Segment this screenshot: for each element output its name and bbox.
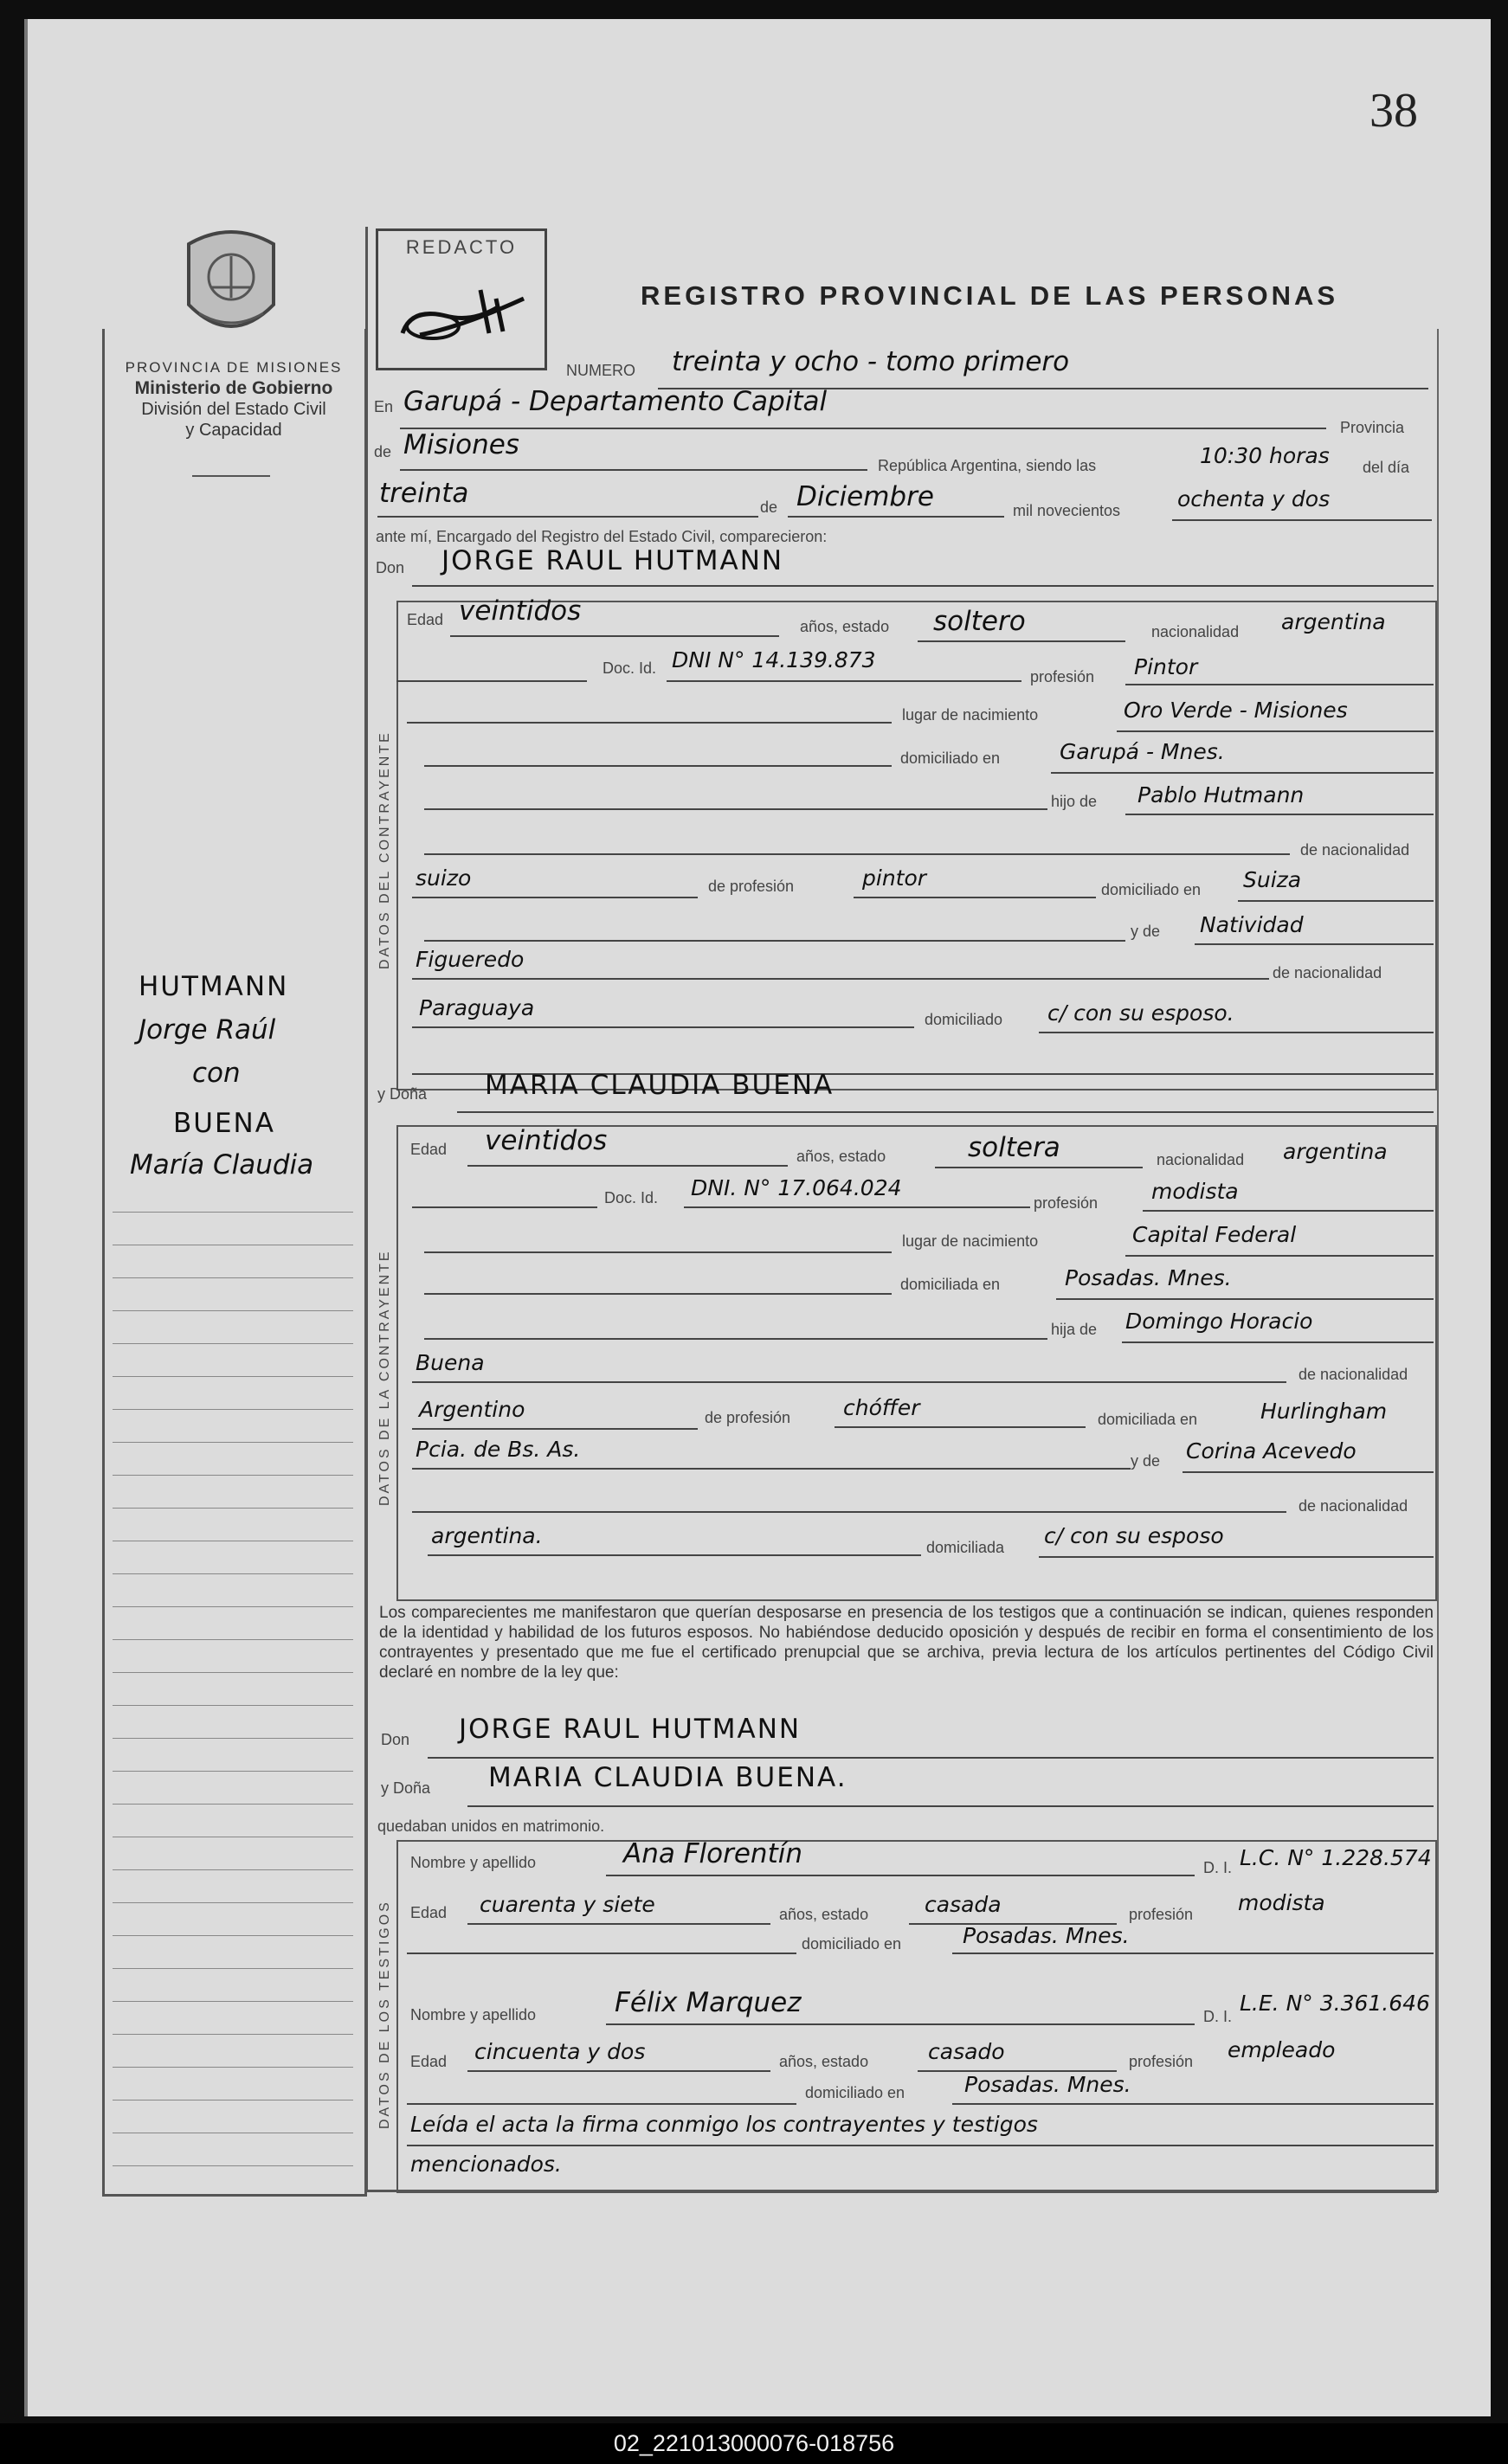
label-y-dona2: y Doña (381, 1779, 431, 1797)
t1-label-edad: Edad (410, 1904, 448, 1921)
t2-label-edad: Edad (410, 2053, 448, 2070)
rule-c2-doc (684, 1206, 1030, 1208)
rule-c2-padre (1122, 1341, 1434, 1343)
c1-domicilio: Garupá - Mnes. (1060, 739, 1225, 764)
rule-de (400, 469, 867, 471)
rule-t2-dom (952, 2103, 1434, 2105)
margin-ruled-line (113, 1376, 353, 1377)
rule-don2 (428, 1757, 1434, 1759)
margin-ruled-line (113, 1606, 353, 1607)
rule-c2-dom (1056, 1298, 1434, 1300)
t1-estado: casada (925, 1892, 1002, 1917)
entry-dona2: MARIA CLAUDIA BUENA. (488, 1762, 847, 1793)
c1-label-domicilio: domiciliado en (900, 749, 1001, 767)
rule-c2-blank4 (412, 1511, 1286, 1513)
c2-label-padre-dom: domiciliada en (1098, 1411, 1198, 1428)
margin-ruled-line (113, 2034, 353, 2035)
margin-ruled-line (113, 1277, 353, 1278)
closing-line2: mencionados. (410, 2152, 562, 2177)
t1-domicilio: Posadas. Mnes. (963, 1923, 1130, 1948)
stamp-label: REDACTO (405, 236, 518, 258)
c2-lugar: Capital Federal (1132, 1222, 1297, 1247)
c1-label-edad: Edad (407, 611, 444, 628)
rule-c1-padre-dom (1238, 900, 1434, 902)
margin-ruled-line (113, 1442, 353, 1443)
provincial-seal-icon (180, 227, 282, 344)
rule-mes (788, 516, 1004, 518)
c1-madre-apellido: Figueredo (416, 947, 525, 972)
c2-estado: soltera (968, 1132, 1060, 1163)
c2-edad: veintidos (485, 1125, 608, 1156)
margin-ruled-line (113, 2001, 353, 2002)
c1-edad: veintidos (459, 595, 582, 627)
rule-t2-edad (467, 2070, 770, 2072)
margin-ruled-line (113, 1508, 353, 1509)
rule-don (412, 585, 1434, 587)
t2-label-estado: años, estado (779, 2053, 869, 2070)
c2-label-nacionalidad: nacionalidad (1157, 1151, 1245, 1168)
margin-ruled-line (113, 1475, 353, 1476)
margin-ruled-line (113, 1639, 353, 1640)
agency-capacity: y Capacidad (185, 421, 282, 440)
rule-c1-padre (1125, 814, 1434, 815)
declaration-paragraph: Los comparecientes me manifestaron que querían desposarse en presencia de los testigos que a continuación se indican, quienes responden de la identidad y habilidad de los futuros esposos. No habiéndose deducido oposición y después de recibir en forma el consentimiento de los contrayentes y presentado que me fue el certificado prenupcial que se archiva, previa lectura de los artículos pertinentes del Código Civil declaré en nombre de la ley que: (379, 1604, 1434, 1682)
rule-c1-edad (450, 635, 779, 637)
rule-c1-madre2 (412, 978, 1269, 980)
c2-madre-domicilio: c/ con su esposo (1044, 1523, 1224, 1548)
rule-c2-madre-dom (1039, 1556, 1434, 1558)
c2-label-lugar: lugar de nacimiento (902, 1232, 1039, 1250)
rule-c1-madre-nac (412, 1026, 914, 1028)
c1-label-estado: años, estado (800, 618, 890, 635)
label-en: En (374, 398, 394, 415)
label-y-dona: y Doña (377, 1085, 428, 1103)
label-mil-novecientos: mil novecientos (1013, 502, 1121, 519)
c2-label-madre-dom: domiciliada (926, 1539, 1005, 1556)
closing-line1: Leída el acta la firma conmigo los contrayentes y testigos (410, 2112, 1038, 2137)
entry-mes: Diciembre (796, 481, 934, 512)
label-de2: de (760, 499, 778, 516)
label-quedaban: quedaban unidos en matrimonio. (377, 1817, 605, 1835)
rule-en (400, 428, 1326, 429)
t2-domicilio: Posadas. Mnes. (964, 2072, 1131, 2097)
margin-ruled-line (113, 1409, 353, 1410)
rule-c1-estado (918, 640, 1125, 642)
t1-doc: L.C. N° 1.228.574 (1240, 1845, 1432, 1870)
rule-c1-madre-dom (1039, 1032, 1434, 1033)
t2-doc: L.E. N° 3.361.646 (1240, 1991, 1430, 2016)
label-provincia: Provincia (1340, 419, 1405, 436)
c1-doc: DNI N° 14.139.873 (672, 647, 876, 672)
margin-ruled-line (113, 2100, 353, 2101)
label-republica: República Argentina, siendo las (878, 457, 1097, 474)
rule-c1-padre-nac (412, 897, 698, 898)
entry-localidad: Garupá - Departamento Capital (403, 386, 828, 417)
label-de: de (374, 443, 392, 460)
t2-label-domicilio: domiciliado en (805, 2084, 905, 2101)
c1-nacionalidad: argentina (1281, 609, 1386, 634)
rule-c1-prof (1125, 684, 1434, 685)
side-label-contrayenta: DATOS DE LA CONTRAYENTE (377, 1249, 392, 1506)
c2-profesion: modista (1151, 1179, 1239, 1204)
c1-label-nacionalidad: nacionalidad (1151, 623, 1240, 640)
c1-label-padre-dom: domiciliado en (1101, 881, 1202, 898)
c2-nacionalidad: argentina (1283, 1139, 1388, 1164)
t2-label-doc: D. I. (1203, 2008, 1233, 2025)
c2-madre: Corina Acevedo (1186, 1438, 1357, 1464)
c2-padre-profesion: chóffer (843, 1395, 920, 1420)
c2-padre-nacionalidad: Argentino (419, 1397, 525, 1422)
t1-label-domicilio: domiciliado en (802, 1935, 902, 1953)
t2-estado: casado (928, 2039, 1005, 2064)
rule-c1-madre (1195, 943, 1434, 945)
margin-ruled-line (113, 2165, 353, 2166)
side-label-contrayente: DATOS DEL CONTRAYENTE (377, 730, 392, 969)
c2-label-hija: hija de (1051, 1321, 1098, 1338)
rule-t2-nombre (606, 2023, 1195, 2025)
rule-c1-blank1 (407, 722, 892, 724)
c2-padre-apellido: Buena (416, 1350, 485, 1375)
agency-province: PROVINCIA DE MISIONES (125, 359, 343, 376)
label-ante-mi: ante mí, Encargado del Registro del Estado Civil, comparecieron: (376, 528, 828, 545)
margin-ruled-line (113, 1343, 353, 1344)
c2-padre: Domingo Horacio (1125, 1309, 1313, 1334)
signature-icon (394, 273, 532, 359)
rule-c2-estado (935, 1167, 1143, 1168)
margin-ruled-line (113, 1902, 353, 1903)
margin-ruled-line (113, 1869, 353, 1870)
document-title: REGISTRO PROVINCIAL DE LAS PERSONAS (641, 280, 1339, 311)
side-label-testigos: DATOS DE LOS TESTIGOS (377, 1900, 392, 2129)
label-don2: Don (381, 1731, 410, 1748)
c1-label-profesion: profesión (1030, 668, 1095, 685)
margin-note-con: con (192, 1058, 241, 1089)
rule-t1-blank (407, 1953, 796, 1954)
rule-c2-padre-dom2 (412, 1468, 1131, 1470)
c1-lugar: Oro Verde - Misiones (1124, 698, 1348, 723)
agency-division: División del Estado Civil (141, 400, 326, 419)
rule-c1-lugar (1117, 730, 1434, 732)
entry-don2: JORGE RAUL HUTMANN (459, 1714, 802, 1745)
rule-closing1 (407, 2145, 1434, 2146)
rule-c2-edad (467, 1165, 788, 1167)
rule-c2-madre (1183, 1471, 1434, 1473)
margin-ruled-line (113, 1705, 353, 1706)
rule-c2-padre-nac (412, 1428, 698, 1430)
rule-c1-docblank (396, 680, 587, 682)
margin-ruled-line (113, 1672, 353, 1673)
t1-label-nombre: Nombre y apellido (410, 1854, 537, 1871)
rule-c1-blank4 (424, 853, 1290, 855)
c1-label-madre-nac: de nacionalidad (1273, 964, 1382, 981)
rule-c1-padre-prof (854, 897, 1096, 898)
rule-t2-blank (407, 2103, 796, 2105)
margin-ruled-line (113, 1310, 353, 1311)
rule-c2-blank3 (424, 1338, 1047, 1340)
rule-c2-docblank (412, 1206, 597, 1208)
rule-c1-blank5 (424, 940, 1125, 942)
t1-label-profesion: profesión (1129, 1906, 1194, 1923)
label-del-dia: del día (1363, 459, 1410, 476)
c2-padre-domicilio2: Pcia. de Bs. As. (416, 1437, 581, 1462)
c1-label-y-de: y de (1131, 923, 1161, 940)
label-numero: NUMERO (566, 362, 635, 379)
rule-c2-madre-nac (428, 1554, 921, 1556)
rule-t1-dom (952, 1953, 1434, 1954)
c1-madre: Natividad (1200, 912, 1304, 937)
c1-label-padre-prof: de profesión (708, 878, 795, 895)
c1-padre-profesion: pintor (862, 865, 927, 891)
t1-profesion: modista (1238, 1890, 1325, 1915)
margin-ruled-line (113, 1804, 353, 1805)
margin-ruled-line (113, 1935, 353, 1936)
c2-label-y-de: y de (1131, 1452, 1161, 1470)
t2-label-nombre: Nombre y apellido (410, 2006, 537, 2023)
rule-c1-dom (1051, 772, 1434, 774)
t2-nombre: Félix Marquez (615, 1987, 802, 2018)
c2-doc: DNI. N° 17.064.024 (691, 1175, 902, 1200)
c2-madre-nacionalidad: argentina. (431, 1523, 543, 1548)
c1-label-doc: Doc. Id. (603, 659, 657, 677)
t1-label-estado: años, estado (779, 1906, 869, 1923)
page-number: 38 (1369, 84, 1418, 138)
margin-note-name: Jorge Raúl (139, 1014, 276, 1045)
main-frame-right (1437, 329, 1439, 2191)
rule-ano (1172, 519, 1432, 521)
t2-label-profesion: profesión (1129, 2053, 1194, 2070)
c1-label-lugar: lugar de nacimiento (902, 706, 1039, 724)
c2-label-padre-nac: de nacionalidad (1299, 1366, 1408, 1383)
document-id: 02_221013000076-018756 (613, 2430, 895, 2456)
rule-dona (457, 1111, 1434, 1113)
rule-c2-prof (1143, 1210, 1434, 1212)
t2-profesion: empleado (1228, 2037, 1336, 2062)
c2-padre-domicilio: Hurlingham (1260, 1399, 1388, 1424)
rule-c2-blank2 (424, 1293, 892, 1295)
rule-c1-blank2 (424, 765, 892, 767)
rule-dona2 (467, 1805, 1434, 1807)
rule-dia (377, 516, 758, 518)
entry-dia: treinta (379, 478, 469, 509)
entry-provincia: Misiones (403, 429, 519, 460)
c1-padre-nacionalidad: suizo (416, 865, 472, 891)
rule-c2-padre-prof (835, 1426, 1086, 1428)
margin-ruled-line (113, 1212, 353, 1213)
contrayente-box (396, 601, 1437, 1090)
margin-note-surname2: BUENA (173, 1108, 275, 1139)
margin-note-name2: María Claudia (130, 1149, 314, 1181)
c2-label-doc: Doc. Id. (604, 1189, 659, 1206)
rule-t1-nombre (606, 1875, 1195, 1876)
c2-label-madre-nac: de nacionalidad (1299, 1497, 1408, 1515)
agency-ministry: Ministerio de Gobierno (134, 378, 333, 398)
entry-hora: 10:30 horas (1200, 443, 1330, 468)
rule-c1-blank3 (424, 808, 1047, 810)
rule-c2-blank1 (424, 1251, 892, 1253)
entry-dona: MARIA CLAUDIA BUENA (485, 1070, 835, 1101)
t1-edad: cuarenta y siete (480, 1892, 655, 1917)
rule-c1-doc (667, 680, 1021, 682)
entry-ano: ochenta y dos (1177, 486, 1331, 511)
margin-ruled-line (113, 1738, 353, 1739)
c1-padre-domicilio: Suiza (1243, 867, 1302, 892)
c2-label-domicilio: domiciliada en (900, 1276, 1001, 1293)
c1-profesion: Pintor (1134, 654, 1198, 679)
c1-estado: soltero (933, 606, 1026, 637)
rule-t1-edad (467, 1923, 770, 1925)
c2-domicilio: Posadas. Mnes. (1065, 1265, 1232, 1290)
c1-padre: Pablo Hutmann (1137, 782, 1305, 807)
rule-c2-padre2 (412, 1381, 1286, 1383)
c2-label-edad: Edad (410, 1141, 448, 1158)
redacto-stamp (376, 228, 547, 370)
c1-madre-nacionalidad: Paraguaya (419, 995, 535, 1020)
c1-label-madre-dom: domiciliado (925, 1011, 1003, 1028)
label-don: Don (376, 559, 405, 576)
rule-c2-lugar (1125, 1255, 1434, 1257)
c1-label-padre-nac: de nacionalidad (1300, 841, 1410, 859)
t2-edad: cincuenta y dos (474, 2039, 646, 2064)
t1-label-doc: D. I. (1203, 1859, 1233, 1876)
margin-column (102, 329, 367, 2197)
c2-label-padre-prof: de profesión (705, 1409, 791, 1426)
c2-label-profesion: profesión (1034, 1194, 1099, 1212)
c1-madre-domicilio: c/ con su esposo. (1047, 1000, 1234, 1026)
contrayenta-box (396, 1125, 1437, 1601)
margin-ruled-line (113, 2067, 353, 2068)
margin-ruled-line (113, 1573, 353, 1574)
margin-ruled-line (113, 1968, 353, 1969)
c1-label-hijo: hijo de (1051, 793, 1098, 810)
margin-note-surname: HUTMANN (139, 971, 289, 1002)
entry-numero: treinta y ocho - tomo primero (672, 346, 1070, 377)
margin-ruled-line (113, 1771, 353, 1772)
t1-nombre: Ana Florentín (623, 1838, 802, 1869)
entry-don: JORGE RAUL HUTMANN (441, 545, 784, 576)
c2-label-estado: años, estado (796, 1148, 886, 1165)
